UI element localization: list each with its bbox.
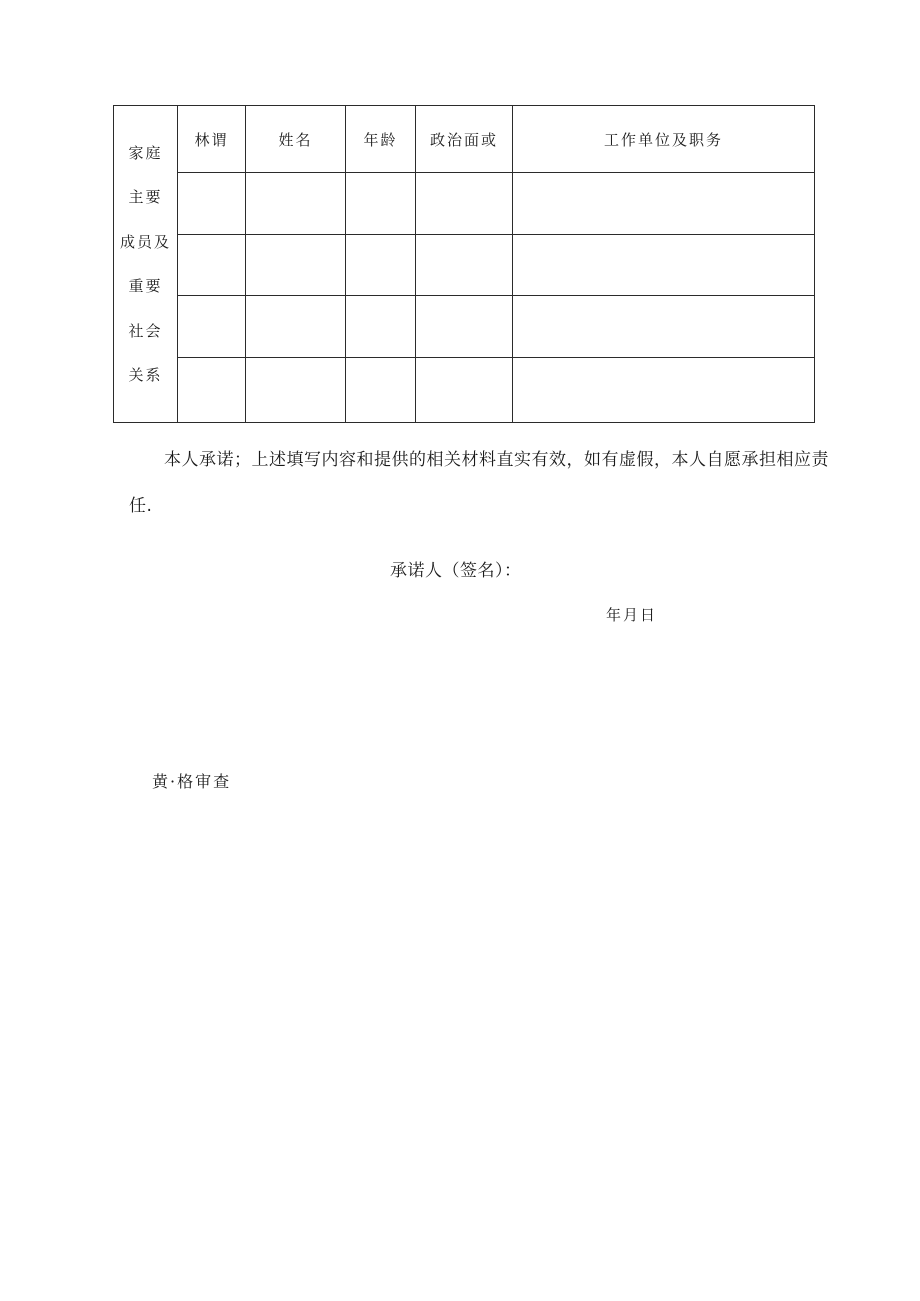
political-status-cell[interactable]	[416, 296, 513, 357]
side-label-line: 社会	[128, 321, 163, 340]
date-label: 年月日	[606, 606, 658, 624]
side-label-line: 关系	[128, 366, 163, 384]
family-members-table	[113, 105, 815, 423]
header-political-status: 政治面或	[416, 106, 513, 173]
work-unit-cell[interactable]	[513, 296, 815, 357]
table-header-row	[114, 106, 815, 173]
side-label-line: 成员及	[119, 232, 171, 251]
side-label-cell	[114, 106, 178, 423]
table-row	[114, 296, 815, 357]
side-label-line: 主要	[128, 188, 163, 206]
relation-cell[interactable]	[178, 296, 246, 357]
age-cell[interactable]	[346, 234, 416, 295]
political-status-cell[interactable]	[416, 173, 513, 234]
work-unit-cell[interactable]	[513, 173, 815, 234]
name-cell[interactable]	[246, 234, 346, 295]
header-age: 年龄	[346, 106, 416, 173]
work-unit-cell[interactable]	[513, 234, 815, 295]
signature-label: 承诺人（签名）：	[390, 561, 522, 581]
relation-cell[interactable]	[178, 357, 246, 422]
work-unit-cell[interactable]	[513, 357, 815, 422]
header-name: 姓名	[246, 106, 346, 173]
name-cell[interactable]	[246, 357, 346, 422]
relation-cell[interactable]	[178, 234, 246, 295]
political-status-cell[interactable]	[416, 357, 513, 422]
header-relation: 林谓	[178, 106, 246, 173]
table-row	[114, 357, 815, 422]
review-label: 黄·格审查	[152, 772, 232, 791]
age-cell[interactable]	[346, 296, 416, 357]
relation-cell[interactable]	[178, 173, 246, 234]
side-label-line: 重要	[128, 277, 163, 295]
age-cell[interactable]	[346, 173, 416, 234]
name-cell[interactable]	[246, 296, 346, 357]
age-cell[interactable]	[346, 357, 416, 422]
header-work-unit-position: 工作单位及职务	[513, 106, 815, 173]
table-row	[114, 173, 815, 234]
name-cell[interactable]	[246, 173, 346, 234]
political-status-cell[interactable]	[416, 234, 513, 295]
pledge-statement: 本人承诺；上述填写内容和提供的相关材料直实有效，如有虚假，本人自愿承担相应责任.	[129, 450, 829, 516]
table-row	[114, 234, 815, 295]
side-label-line: 家庭	[128, 143, 163, 162]
